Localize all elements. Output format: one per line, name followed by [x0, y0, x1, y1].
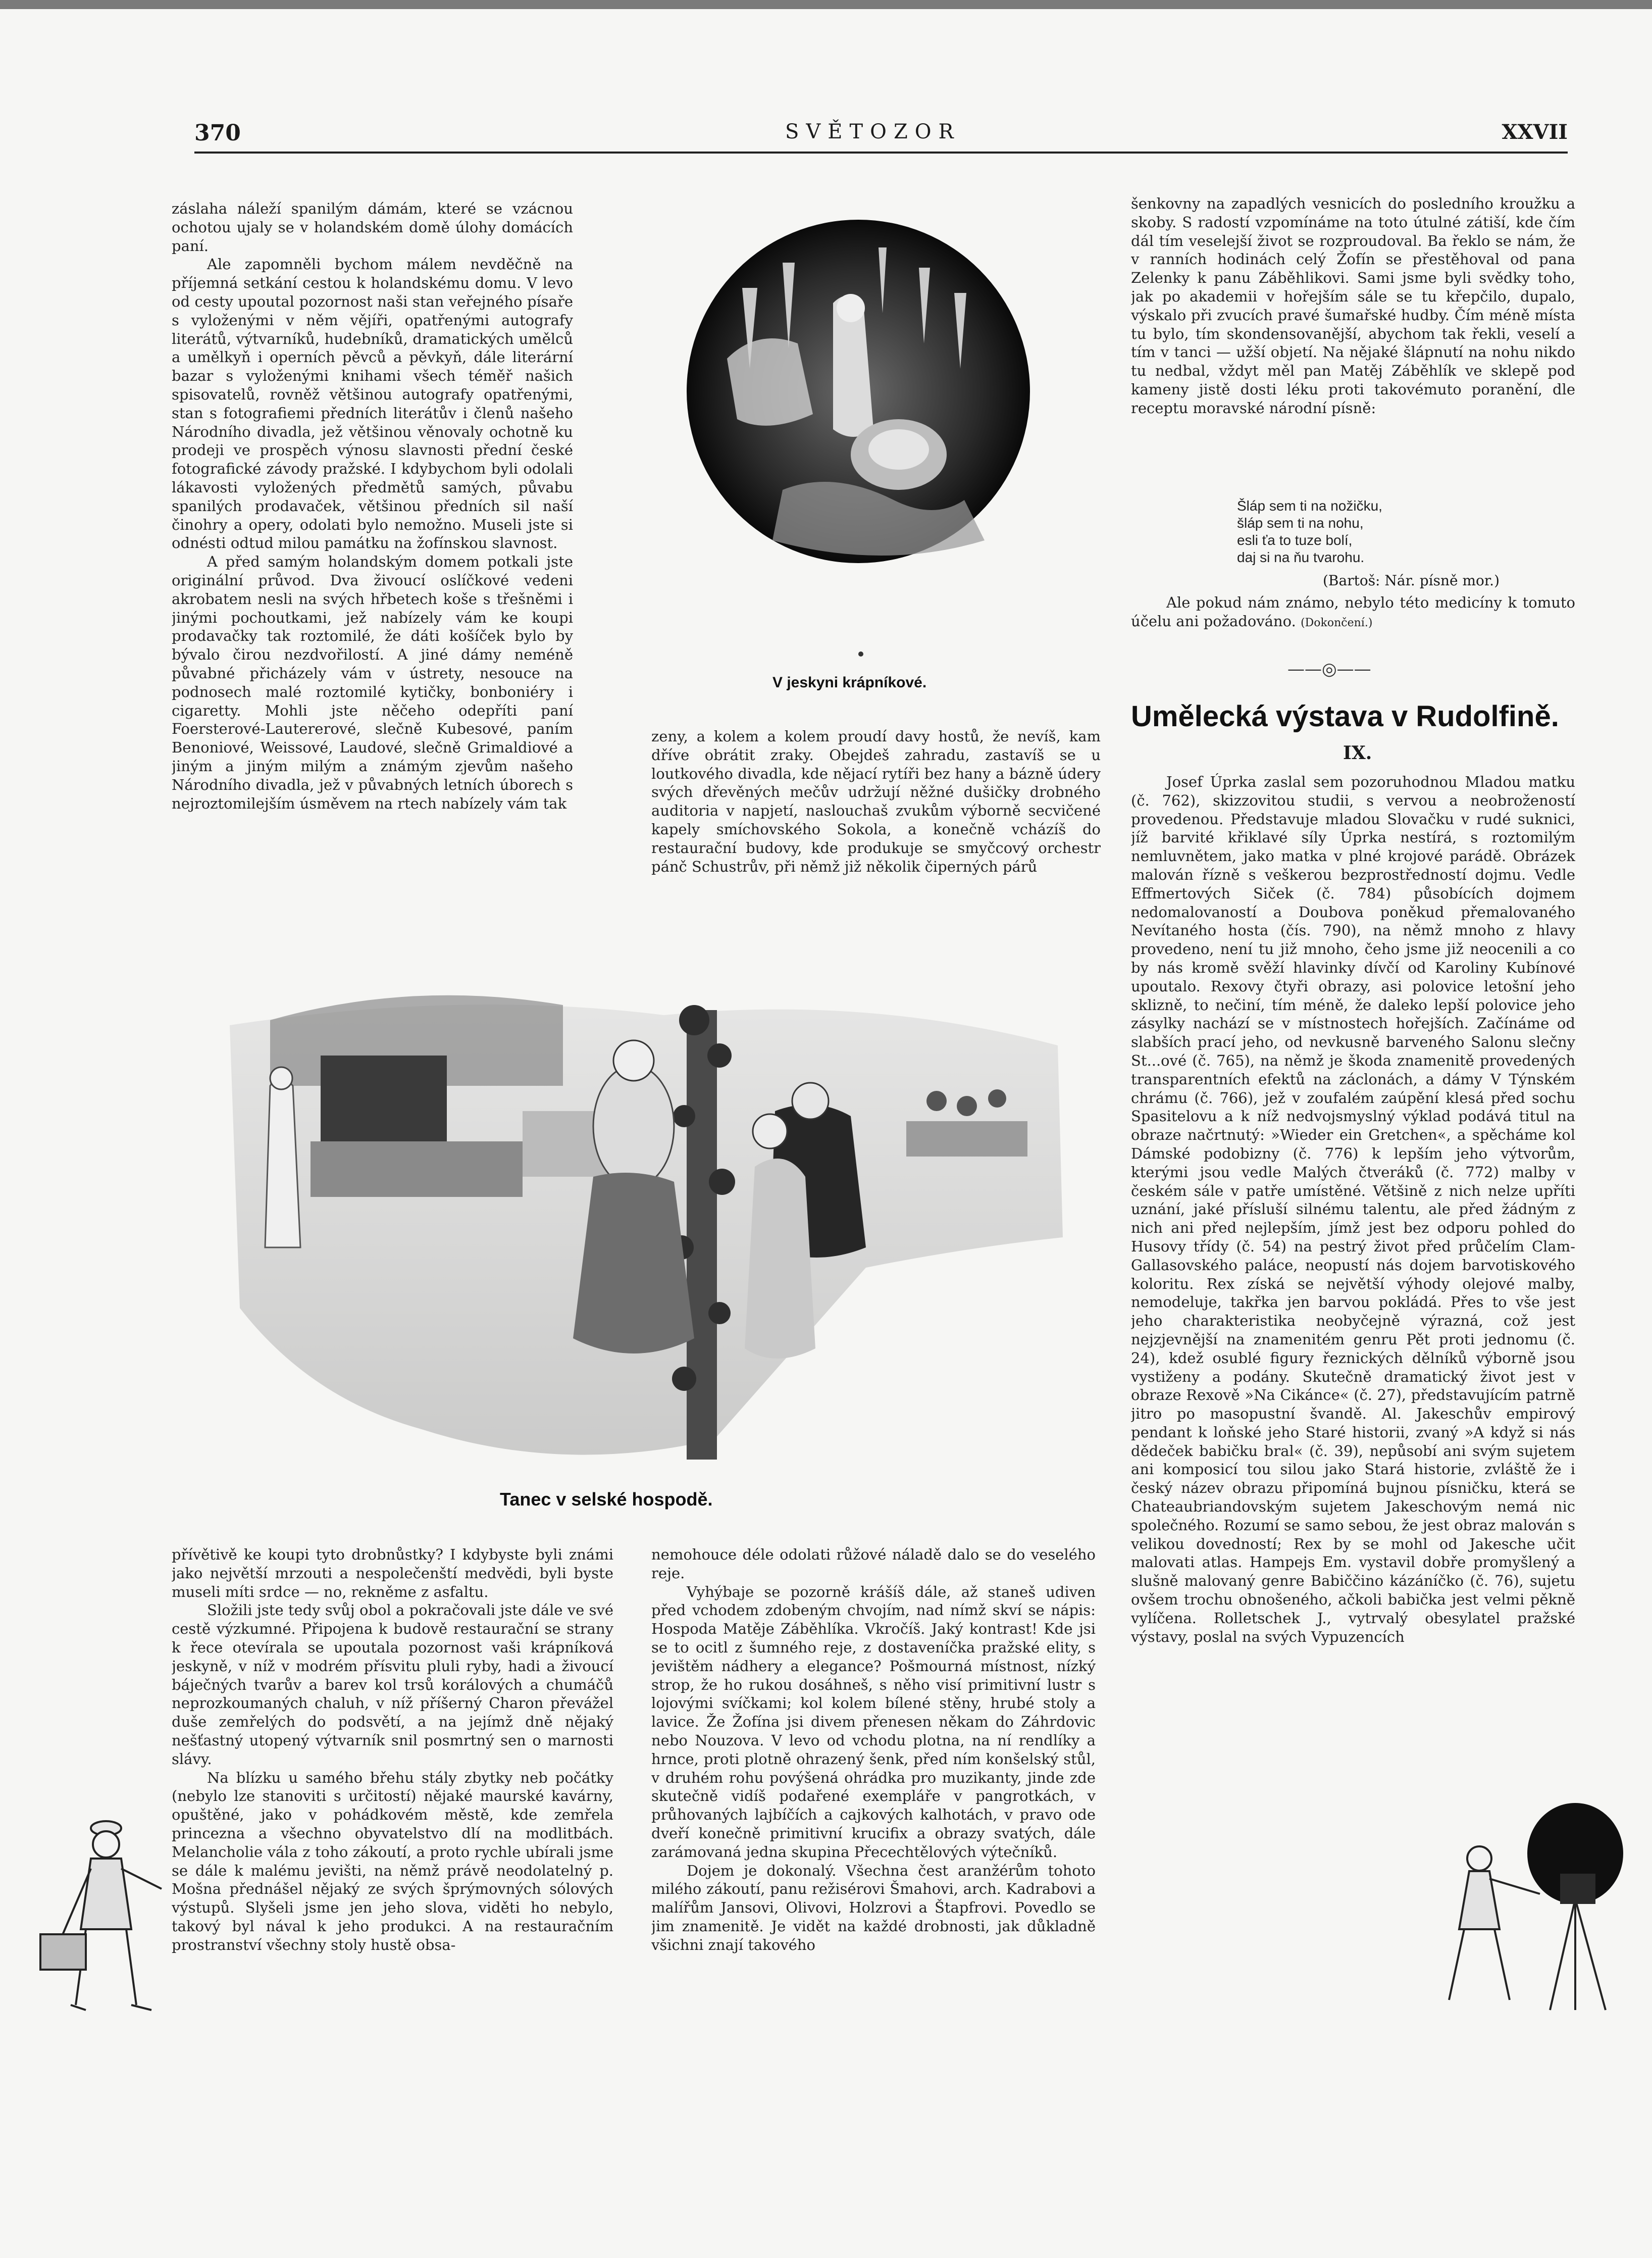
paragraph: přívětivě ke koupi tyto drobnůstky? I kdybyste byli známi jako největší mrzouti a nespolečenští medvědi, byli byste museli míti srdce — no, rekněme z asfaltu.: [172, 1546, 613, 1600]
scan-edge: [0, 0, 1652, 9]
paragraph: Dojem je dokonalý. Všechna čest aranžérům tohoto milého zákoutí, panu režisérovi Šmahovi, arch. Kadrabovi a malířům Jansovi, Olivovi, Holzrovi a Štapfrovi. Povedlo se jim znamenitě. Je vidět na každé drobnosti, jak důkladně všichni znají takového: [651, 1862, 1096, 1953]
section-ornament: ——◎——: [1287, 659, 1371, 679]
magazine-title: SVĚTOZOR: [785, 120, 961, 143]
paragraph: Na blízku u samého břehu stály zbytky neb počátky (nebylo lze stanoviti s určitostí) nějaké maurské kavárny, opuštěné, jako v pohádkovém městě, kde zemřela princezna a všechno obyvatelstvo dlí na modlitbách. Melancholie vála z toho zákoutí, a proto rychle ubírali jsme se dále k malému jevišti, na němž právě neodolatelný p. Mošna přednášel nějaký ze svých šprýmovných sólových výstupů. Slyšeli jsme jen jeho slova, viděti ho nebylo, takový byl nával k jeho produkci. A na restauračním prostranství všechny stoly hustě obsa-: [172, 1769, 613, 1953]
header-rule: [194, 152, 1568, 154]
continued-note: (Dokončení.): [1301, 616, 1373, 629]
page-number: 370: [194, 120, 241, 146]
column-3-top: [1131, 194, 1575, 497]
dance-caption: Tanec v selské hospodě.: [500, 1489, 713, 1510]
paragraph: Vyhýbaje se pozorně krášíš dále, až staneš udiven před vchodem zdobeným chvojím, nad nímž skví se nápis: Hospoda Matěje Záběhlíka. Vkročíš. Jaký kontrast! Kde jsi se to ocitl z šumného reje, z dostaveníčka pražské elity, s jevištěm nádhery a elegance? Pošmourná místnost, nízký strop, že ho rukou dosáhneš, s něho visí primitivní lustr s lojovými svíčkami; kol kolem bílené stěny, hrubé stoly a lavice. Že Žofína jsi divem přenesen někam do Záhrdovic nebo Nouzova. V levo od vchodu plotna, na ní rendlíky a hrnce, proti plotně ohrazený šenk, před ním konšelský stůl, v druhém rohu povýšená ohrádka pro muzikanty, jinde zde skutečně vidíš podařené exempláře v pangrotkách, v průhovaných lajbíčích a cajkových kalhotách, v pravo ode dveří konečně primitivní krucifix a obrazy svatých, dále zarámovaná jedna skupina Přecechtělových výtečníků.: [651, 1583, 1096, 1861]
cave-illustration: [682, 217, 1035, 662]
paragraph: [1131, 593, 1575, 633]
verse-line: daj si na ňu tvarohu.: [1237, 549, 1365, 565]
verse-line: esli ťa to tuze bolí,: [1237, 532, 1353, 548]
paragraph: A před samým holandským domem potkali jste originální průvod. Dva živoucí oslíčkové vedeni akrobatem nesli na svých hřbetech koše s třešněmi i jinými pochoutkami, jež nabízely vám ke koupi prodavačky tak roztomilé, že dáti košíček bylo by bývalo čirou nezdvořilostí. A jiné dámy neméně půvabné přicházely vám v ústrety, nesouce na podnosech malé roztomilé kytičky, bonboniéry i cigaretty. Mohli jste něčeho odepříti paní Foersterové-Lautererové, slečně Kubesové, paním Benoniové, Weissové, Laudové, slečně Grimaldiové a jiným a jiným milým a známým zjevům našeho Národního divadla, jež v půvabných letních úborech s nejroztomilejším úsměvem na rtech nabízely vám tak: [172, 553, 573, 812]
traveller-vignette: [30, 1808, 177, 2020]
paragraph: šenkovny na zapadlých vesnicích do posledního kroužku a skoby. S radostí vzpomínáme na toto útulné zátiší, kde čím dál tím veselejší život se rozproudoval. Ba řeklo se nám, že v ranních hodinách celý Žofín se přestěhoval od pana Zelenky k panu Záběhlikovi. Sami jsme byli svědky toho, jak po akademii v hořejším sále se tu křepčilo, dupalo, výskalo při zvucích pravé šumařské hudby. Čím méně místa tu bylo, tím skondensovanější, abychom tak řekli, veselí a tím v tanci — užší objetí. Na nějaké šlápnutí na nohu nikdo tu nedbal, vždyt měl pan Matěj Záběhlík ve sklepě pod kameny jistě dosti léku proti takovémuto poranění, dle receptu moravské národní písně:: [1131, 195, 1575, 417]
column-3-closing: [1131, 593, 1575, 633]
paragraph: zeny, a kolem a kolem proudí davy hostů, že nevíš, kam dříve obrátit zraky. Obejdeš zahradu, zastavíš se u loutkového divadla, kde nějací rytíři bez hany a bázně údery svých dřevěných mečův udržují něžné dušičky drobného auditoria v napjetí, naslouchaš zvukům výborně secvičené kapely smíchovského Sokola, a konečně vcházíš do restaurační budovy, kde produkuje se smyčcový orchestr pánč Schustrův, při němž již několik čiperných párů: [651, 728, 1101, 875]
article-part: IX.: [1343, 742, 1372, 764]
verse-line: šláp sem ti na nohu,: [1237, 515, 1364, 531]
volume-number: XXVII: [1502, 120, 1568, 144]
verse-line: Šláp sem ti na nožičku,: [1237, 498, 1382, 514]
folk-song-verse: [1237, 497, 1382, 566]
cave-caption: V jeskyni krápníkové.: [772, 674, 927, 691]
paragraph-text: Ale pokud nám známo, nebylo této medicíny k tomuto účelu ani požadováno.: [1131, 594, 1575, 630]
paragraph: nemohouce déle odolati růžové náladě dalo se do veselého reje.: [651, 1546, 1096, 1582]
paragraph: záslaha náleží spanilým dámám, které se vzácnou ochotou ujaly se v holandském domě úlohy domácích paní.: [172, 200, 573, 255]
column-1-bottom: [172, 1545, 613, 2023]
dance-illustration: [210, 985, 1063, 1480]
column-2-mid: [651, 727, 1101, 949]
column-1-top: [172, 199, 573, 937]
paragraph: Josef Úprka zaslal sem pozoruhodnou Mladou matku (č. 762), skizzovitou studii, s vervou a neobrožeností provedenou. Představuje mladou Slovačku v rudé suknici, jíž barvité křiklavé síly Úprka nestírá, s roztomilým nemluvnětem, jako matka v plné krojové parádě. Obrázek malován řízně s veškerou bezprostředností dojmu. Vedle Effmertových Siček (č. 784) působících dojmem nedomalovaností a Doubova poněkud přemalovaného Nevítaného hosta (čís. 790), na němž mnoho z hlavy provedeno, není tu již mnoho, čeho jsme již neocenili a co by nás kromě svěží hlavinky dívčí od Karoliny Kubínové upoutalo. Rexovy čtyři obrazy, asi polovice letošní jeho sklizně, to nečiní, tím méně, že daleko lepší polovice jeho zásylky nachází se v místnostech hořejších. Začínáme od slabších prací jeho, od nevkusně barveného Salonu slečny St...ové (č. 765), na němž je škoda znamenitě provedených transparentních efektů na záclonách, a dámy V Týnském chrámu (č. 766), jež v zoufalém zaúpění klesá před sochu Spasitelovu a k níž nedvojsmyslný výklad podává titul na obraze načrtnutý: »Wieder ein Gretchen«, a spěcháme kol Dámské podobizny (č. 776) k lepším jeho výtvorům, kterými jsou vedle Malých čtveráků (č. 772) malby v českém sále v patře umístěné. Většině z nich nelze upříti uznání, jaké přísluší silnému talentu, ale před žádným z nich ani před nejlepším, jímž jest bez odporu pohled do Husovy třídy (č. 54) na pestrý život před průčelím Clam-Gallasovského paláce, neopustí nás dojem barvotiskového koloritu. Rex získá se největší výhody olejové malby, nemodeluje, takřka jen barvou pokládá. Přes to vše jest jeho charakteristika neobyčejně výrazná, což jest nejzjevnější na znamenitém genru Pět proti jednomu (č. 24), kdež osublé figury řeznických dělníků výborně jsou vystiženy a podány. Skutečně dramatický život jest v obraze Rexově »Na Cikánce« (č. 27), představujícím patrně jitro po masopustní švandě. Al. Jakeschův empirový pendant k loňské jeho Staré historii, zvaný »A když si nás dědeček babičku bral« (č. 39), nepůsobí ani svým sujetem ani komposicí tou silou jako Stará historie, zvláště že i český název obrazu připomíná bujnou písničku, která se Chateaubriandovským sujetem Jakeschovým nemá nic společného. Rozumí se samo sebou, že jest obraz malován s velikou dovedností; Rex by se mohl od Jakesche učit malovati atlas. Hampejs Em. vystavil dobře promyšlený a slušně malovaný genre Babiččino kázáníčko (č. 76), sujetu ovšem trochu obnošeného, ačkoli babička jest velmi pěkně vylíčena. Rolletschek J., vytrvalý obesylatel pražské výstavy, poslal na svých Vypuzencích: [1131, 773, 1575, 1645]
page-header: [194, 120, 1568, 150]
verse-source: (Bartoš: Nár. písně mor.): [1323, 572, 1500, 589]
article-headline: Umělecká výstava v Rudolfině.: [1131, 700, 1559, 733]
paragraph: Ale zapomněli bychom málem nevděčně na příjemná setkání cestou k holandskému domu. V levo od cesty upoutal pozornost naši stan veřejného písaře s vyloženými v něm vějíři, opatřenými autografy literátů, výtvarníků, hudebníků, dramatických umělců a umělkyň i operních pěvců a pěvkyň, dále literární bazar s vyloženými knihami všech téměř našich spisovatelů, rovněž většinou autografy opatřenými, stan s fotografiemi předních literátův i členů našeho Národního divadla, jež většinou věnovaly ochotně ku prodeji ve prospěch výnosu slavnosti přední české fotografické závody pražské. I kdybychom byli odolali lákavosti vyložených předmětů samých, půvabu spanilých prodavaček, většinou předních sil naší činohry a opery, odolati bylo nemožno. Museli jste si odnésti odtud milou památku na žofínskou slavnost.: [172, 256, 573, 552]
paragraph: Složili jste tedy svůj obol a pokračovali jste dále ve své cestě výzkumné. Připojena k budově restaurační se strany k řece otevírala se upoutala pozornost vaši krápníková jeskyně, v níž v modrém přísvitu pluli ryby, hadi a živoucí báječných tvarův a barev kol trsů korálových a chumáčů neprozkoumaných chaluh, v níž příšerný Charon převážel duše zemřelých do podsvětí, a na jejímž dně nějaký nešťastný utopený výtvarník snil posmrtný sen o marnosti slávy.: [172, 1601, 613, 1768]
column-2-bottom: [651, 1545, 1096, 2023]
photographer-vignette: [1409, 1798, 1651, 2020]
